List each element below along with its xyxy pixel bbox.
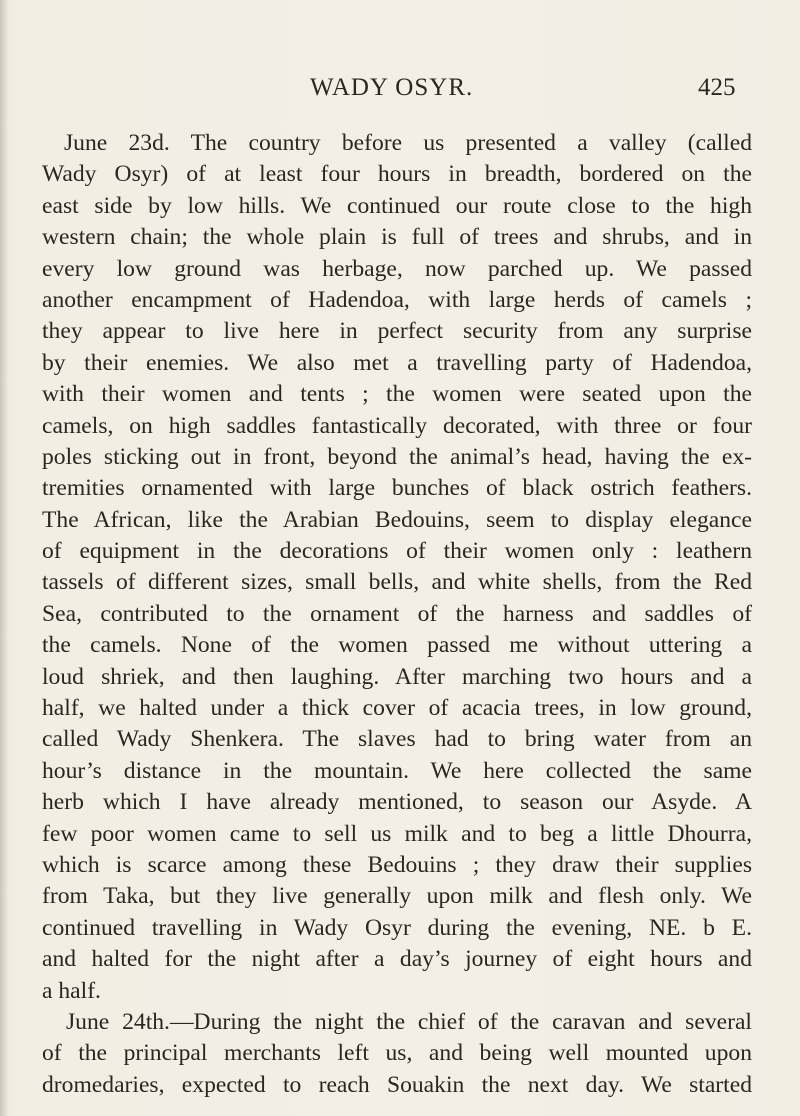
text-line: hour’s distance in the mountain. We here collected the same — [42, 757, 752, 784]
text-line: of the principal merchants left us, and being well mounted upon — [42, 1040, 752, 1067]
text-line: half, we halted under a thick cover of acacia trees, in low ground, — [42, 695, 752, 722]
text-line: camels, on high saddles fantastically decorated, with three or four — [42, 412, 752, 439]
text-line: every low ground was herbage, now parched up. We passed — [42, 255, 752, 282]
text-line: few poor women came to sell us milk and to beg a little Dhourra, — [42, 820, 752, 847]
text-line: western chain; the whole plain is full of trees and shrubs, and in — [42, 224, 752, 251]
page-header — [0, 74, 800, 108]
text-line: poles sticking out in front, beyond the animal’s head, having the ex- — [42, 443, 752, 470]
text-line: tassels of different sizes, small bells, and white shells, from the Red — [42, 569, 752, 596]
page-number: 425 — [698, 74, 736, 101]
text-line: from Taka, but they live generally upon milk and flesh only. We — [42, 883, 752, 910]
text-line: a half. — [42, 977, 101, 1004]
text-line: loud shriek, and then laughing. After marching two hours and a — [42, 663, 752, 690]
text-line: and halted for the night after a day’s journey of eight hours and — [42, 946, 752, 973]
text-line: tremities ornamented with large bunches of black ostrich feathers. — [42, 475, 752, 502]
text-line: June 24th.—During the night the chief of the caravan and several — [66, 1008, 752, 1035]
text-line: the camels. None of the women passed me without uttering a — [42, 632, 752, 659]
text-line: dromedaries, expected to reach Souakin the next day. We started — [42, 1071, 752, 1098]
running-head: WADY OSYR. — [310, 74, 474, 101]
text-line: by their enemies. We also met a travelling party of Hadendoa, — [42, 349, 752, 376]
text-line: which is scarce among these Bedouins ; they draw their supplies — [42, 851, 752, 878]
text-line: another encampment of Hadendoa, with large herds of camels ; — [42, 286, 752, 313]
text-line: of equipment in the decorations of their women only : leathern — [42, 538, 752, 565]
text-line: June 23d. The country before us presented a valley (called — [64, 130, 752, 156]
text-line: they appear to live here in perfect security from any surprise — [42, 318, 752, 345]
text-line: The African, like the Arabian Bedouins, seem to display elegance — [42, 506, 752, 533]
text-line: with their women and tents ; the women were seated upon the — [42, 381, 752, 408]
spine-shadow — [0, 0, 8, 1116]
text-line: Wady Osyr) of at least four hours in breadth, bordered on the — [42, 161, 752, 188]
text-line: called Wady Shenkera. The slaves had to bring water from an — [42, 726, 752, 753]
body-text — [42, 128, 752, 1101]
text-line: continued travelling in Wady Osyr during the evening, NE. b E. — [42, 914, 752, 941]
text-line: Sea, contributed to the ornament of the harness and saddles of — [42, 600, 752, 627]
text-line: herb which I have already mentioned, to season our Asyde. A — [42, 789, 752, 816]
text-line: east side by low hills. We continued our route close to the high — [42, 192, 752, 219]
